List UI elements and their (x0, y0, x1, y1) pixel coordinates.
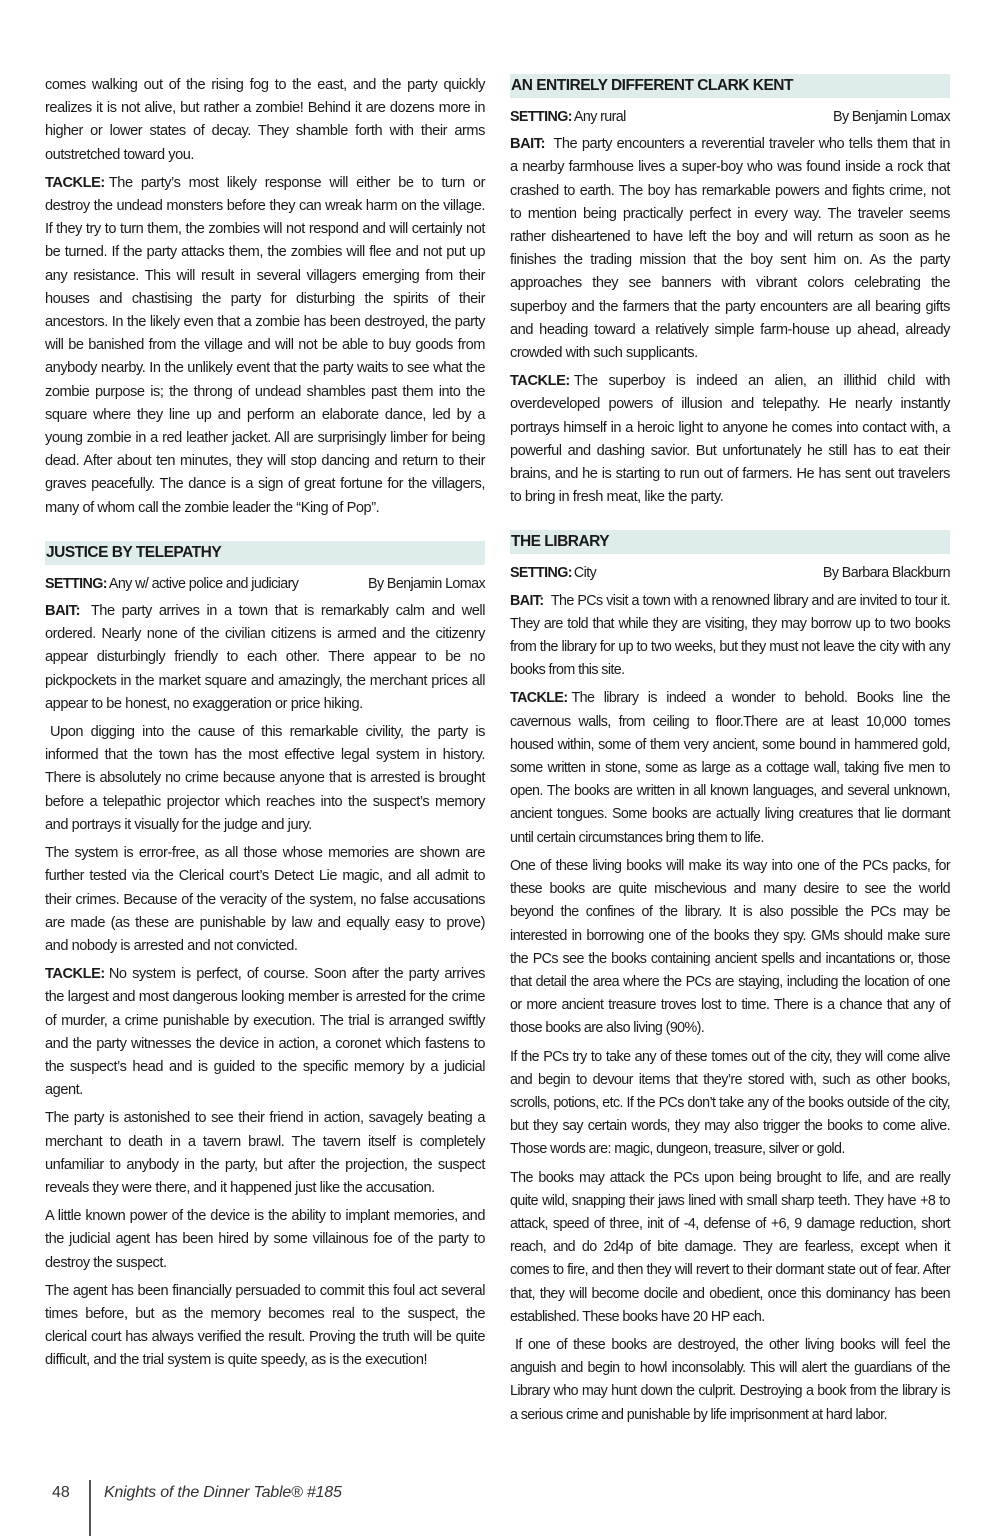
bait-label: BAIT: (510, 592, 544, 609)
body-paragraph: If the PCs try to take any of these tomes out of the city, they will come alive and begin to devour items that they’re stored with, such as other books, scrolls, potions, etc. If the PCs don’t take any of the books outside of the city, but they say certain words, they may also trigger the books to come alive. Those words are: magic, dungeon, treasure, silver or gold. (510, 1048, 950, 1158)
author-byline: By Benjamin Lomax (368, 575, 485, 592)
body-paragraph: A little known power of the device is the ability to implant memories, and the judicial agent has been hired by some villainous foe of the party to destroy the suspect. (45, 1208, 485, 1271)
bait-label: BAIT: (510, 136, 546, 153)
setting-label: SETTING: (510, 565, 572, 582)
setting-value: City (573, 565, 597, 582)
setting-info (510, 562, 596, 585)
tackle-paragraph (510, 687, 950, 849)
bait-text: The PCs visit a town with a renowned library and are invited to tour it. They are told that while they are visiting, they may borrow up to two books from the library for up to two weeks, but they must not leave the city with any books from this site. (510, 592, 950, 679)
setting-line (45, 573, 485, 596)
tackle-text: The party’s most likely response will either be to turn or destroy the undead monsters before they can wreak harm on the village. If they try to turn them, the zombies will not respond and will certainly not be turned. If the party attacks them, the zombies will flee and not put up any resistance. This will result in several villagers emerging from their houses and chastising the party for disturbing the spirits of their ancestors. In the likely even that a zombie has been destroyed, the party will be banished from the village and will not be able to buy goods from anybody nearby. In the unlikely event that the party waits to see what the zombie purpose is; the throng of undead shambles past them into the square where they line up and perform an elaborate dance, led by a young zombie in a red leather jacket. All are surprisingly limber for being dead. After about ten minutes, they will stop dancing and return to their graves peacefully. The dance is a sign of great fortune for the villagers, many of whom call the zombie leader the “King of Pop”. (45, 174, 485, 516)
tackle-label: TACKLE: (45, 966, 105, 983)
footer-divider (89, 1480, 91, 1536)
body-paragraph: The party is astonished to see their friend in action, savagely beating a merchant to death in a tavern brawl. The tavern itself is completely unfamiliar to anybody in the party, but after the projection, the suspect reveals they were there, and it happened just like the accusation. (45, 1110, 485, 1196)
section-heading-justice: JUSTICE BY TELEPATHY (45, 541, 485, 565)
bait-paragraph (510, 590, 950, 683)
setting-label: SETTING: (45, 575, 107, 592)
bait-label: BAIT: (45, 603, 81, 620)
bait-paragraph (510, 133, 950, 365)
body-paragraph: The agent has been financially persuaded to commit this foul act several times before, but as the memory becomes real to the suspect, the clerical court has always verified the result. Proving the truth will be quite difficult, and the trial system is quite speedy, as is the execution! (45, 1282, 485, 1369)
tackle-paragraph (510, 370, 950, 509)
author-byline: By Benjamin Lomax (833, 109, 950, 125)
body-paragraph: Upon digging into the cause of this remarkable civility, the party is informed that the town has the most effective legal system in history. There is absolutely no crime because anyone that is arrested is brought before a telepathic projector which reaches into the suspect’s memory and portrays it visually for the judge and jury. (45, 724, 485, 833)
setting-label: SETTING: (510, 109, 572, 125)
setting-line (510, 106, 950, 129)
left-column (45, 74, 485, 1378)
tackle-label: TACKLE: (510, 373, 570, 390)
tackle-text: The library is indeed a wonder to behold. Books line the cavernous walls, from ceiling to floor.There are at least 10,000 tomes housed within, some of them very ancient, some bound in hammered gold, some written in stone, some as large as a cottage wall, taking five men to open. The books are written in all known languages, and several unknown, ancient tongues. Some books are actually living creatures that lie dormant until certain circumstances bring them to life. (510, 690, 950, 846)
intro-paragraph: comes walking out of the rising fog to the east, and the party quickly realizes it is not alive, but rather a zombie! Behind it are dozens more in higher or lower states of decay. They shamble forth with their arms outstretched toward you. (45, 77, 485, 163)
bait-text: The party encounters a reverential traveler who tells them that in a nearby farmhouse lives a super-boy who was found inside a rock that crashed to earth. The boy has remarkable powers and fights crime, not to mention being practically perfect in every way. The traveler seems rather disheartened to have left the boy and will return as soon as he finishes the trading mission that the boy sent him on. As the party approaches they see banners with vibrant colors celebrating the superboy and the farmers that the party encounters are all bearing gifts and heading toward a relatively simple farm-house up ahead, already crowded with such supplicants. (510, 136, 950, 362)
tackle-paragraph (45, 963, 485, 1102)
tackle-text: No system is perfect, of course. Soon after the party arrives the largest and most dangerous looking member is arrested for the crime of murder, a crime punishable by execution. The trial is arranged swiftly and the party witnesses the device in action, a coronet which fastens to the suspect’s head and is guided to the specific memory by a judicial agent. (45, 966, 485, 1099)
right-column (510, 74, 950, 1432)
body-paragraph: One of these living books will make its way into one of the PCs packs, for these books are quite mischevious and many desire to see the world beyond the confines of the library. It is also possible the PCs may be interested in borrowing one of the books they spy. GMs should make sure the PCs see the books containing ancient spells and incantations or, those that detail the area where the PCs are staying, including the location of one or more ancient treasure troves lost to time. There is a chance that any of those books are also living (90%). (510, 857, 950, 1037)
tackle-label: TACKLE: (45, 174, 105, 191)
tackle-text: The superboy is indeed an alien, an illithid child with overdeveloped powers of illusion and telepathy. He nearly instantly portrays himself in a heroic light to anyone he comes into contact with, a powerful and dashing savior. But unfortunately he still has to eat their brains, and he is starting to run out of farmers. He has sent out travelers to bring in fresh meat, like the party. (510, 373, 950, 506)
body-paragraph: If one of these books are destroyed, the other living books will feel the anguish and begin to howl inconsolably. This will alert the guardians of the Library who may hunt down the culprit. Destroying a book from the library is a serious crime and punishable by life imprisonment at hard labor. (510, 1336, 950, 1423)
zombie-tackle-paragraph (45, 172, 485, 520)
tackle-label: TACKLE: (510, 690, 568, 707)
body-paragraph: The books may attack the PCs upon being brought to life, and are really quite wild, snapping their jaws lined with small sharp teeth. They have +8 to attack, speed of three, init of -4, defense of +6, 9 damage reduction, short reach, and do 2d4p of bite damage. They are fearless, except when it comes to fire, and then they will revert to their dormant state out of fear. After that, they will become docile and obedient, once this dominancy has been established. These books have 20 HP each. (510, 1169, 950, 1325)
publication-title: Knights of the Dinner Table® #185 (104, 1484, 342, 1501)
bait-text: The party arrives in a town that is remarkably calm and well ordered. Nearly none of the civilian citizens is armed and the citizenry appear disturbingly friendly to each other. There appear to be no pickpockets in the market square and amazingly, the merchant prices all appear to be honest, no exaggeration or price hiking. (45, 603, 485, 712)
section-heading-clark-kent: AN ENTIRELY DIFFERENT CLARK KENT (510, 74, 950, 98)
author-byline: By Barbara Blackburn (822, 565, 950, 582)
setting-line (510, 562, 950, 585)
page-number: 48 (52, 1484, 70, 1501)
body-paragraph: The system is error-free, as all those whose memories are shown are further tested via the Clerical court’s Detect Lie magic, and all admit to their crimes. Because of the veracity of the system, no false accusations are made (as these are punishable by law and equally easy to prove) and nobody is arrested and not convicted. (45, 845, 485, 954)
setting-value: Any w/ active police and judiciary (108, 575, 299, 592)
section-heading-library: THE LIBRARY (510, 530, 950, 554)
setting-info (510, 106, 626, 129)
setting-info (45, 573, 298, 596)
setting-value: Any rural (573, 109, 626, 125)
bait-paragraph (45, 600, 485, 716)
